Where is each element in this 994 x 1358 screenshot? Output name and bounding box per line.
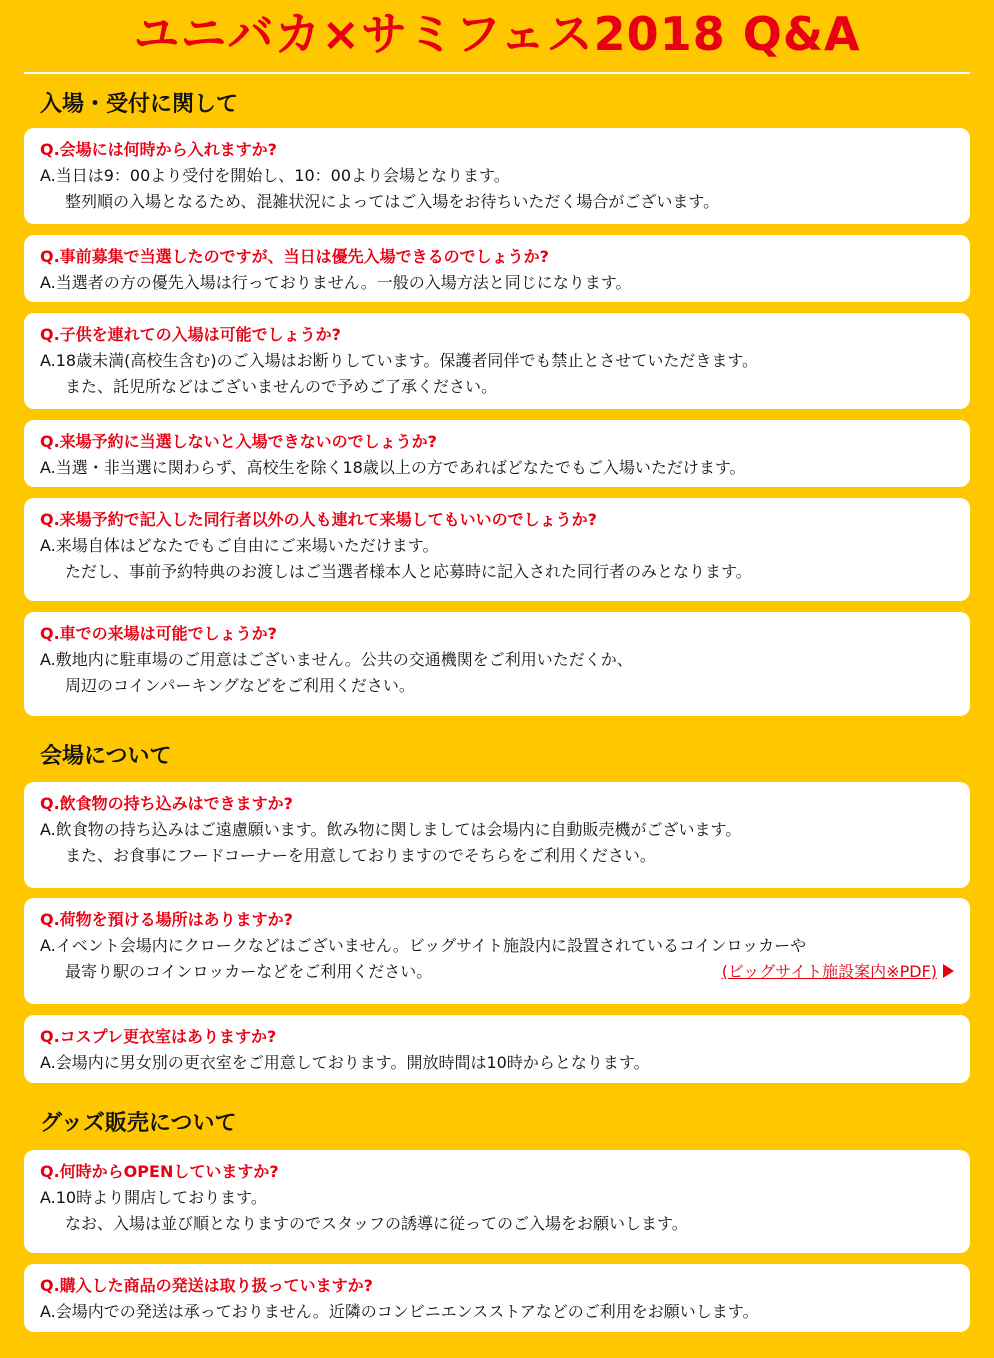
- faq-question: Q.会場には何時から入れますか?: [40, 140, 277, 159]
- section-heading-venue: 会場について: [40, 744, 172, 769]
- faq-answer-row: [40, 959, 954, 985]
- faq-card: [24, 313, 970, 409]
- faq-question: Q.来場予約に当選しないと入場できないのでしょうか?: [40, 432, 437, 451]
- bigsight-pdf-link[interactable]: [722, 959, 954, 982]
- faq-answer: A.18歳未満(高校生含む)のご入場はお断りしています。保護者同伴でも禁止とさせていただきます。: [40, 351, 759, 370]
- triangle-right-icon: [943, 964, 954, 978]
- pdf-link-label: (ビッグサイト施設案内※PDF): [721, 962, 937, 981]
- faq-card: [24, 612, 970, 716]
- faq-answer-continued: また、お食事にフードコーナーを用意しておりますのでそちらをご利用ください。: [65, 846, 656, 865]
- faq-question: Q.購入した商品の発送は取り扱っていますか?: [40, 1276, 373, 1295]
- faq-answer-continued: 最寄り駅のコインロッカーなどをご利用ください。: [65, 962, 433, 981]
- faq-answer: A.会場内に男女別の更衣室をご用意しております。開放時間は10時からとなります。: [40, 1053, 650, 1072]
- faq-question: Q.車での来場は可能でしょうか?: [40, 624, 277, 643]
- faq-card: [24, 235, 970, 302]
- faq-question: Q.子供を連れての入場は可能でしょうか?: [40, 325, 341, 344]
- faq-answer: A.来場自体はどなたでもご自由にご来場いただけます。: [40, 536, 439, 555]
- title-divider: [24, 72, 970, 74]
- faq-question: Q.事前募集で当選したのですが、当日は優先入場できるのでしょうか?: [40, 247, 549, 266]
- faq-answer: A.イベント会場内にクロークなどはございません。ビッグサイト施設内に設置されているコインロッカーや: [40, 936, 807, 955]
- faq-answer-continued: また、託児所などはございませんので予めご了承ください。: [65, 377, 498, 396]
- faq-question: Q.荷物を預ける場所はありますか?: [40, 910, 293, 929]
- faq-answer-continued: なお、入場は並び順となりますのでスタッフの誘導に従ってのご入場をお願いします。: [65, 1214, 688, 1233]
- section-heading-entry: 入場・受付に関して: [40, 92, 239, 117]
- faq-answer: A.当選・非当選に関わらず、高校生を除く18歳以上の方であればどなたでもご入場いただけます。: [40, 458, 746, 477]
- faq-answer-continued: 周辺のコインパーキングなどをご利用ください。: [65, 676, 415, 695]
- faq-card: [24, 1150, 970, 1253]
- faq-card: [24, 898, 970, 1004]
- faq-card: [24, 498, 970, 601]
- faq-question: Q.飲食物の持ち込みはできますか?: [40, 794, 293, 813]
- faq-question: Q.来場予約で記入した同行者以外の人も連れて来場してもいいのでしょうか?: [40, 510, 597, 529]
- faq-card: [24, 128, 970, 224]
- faq-question: Q.何時からOPENしていますか?: [40, 1162, 279, 1181]
- faq-question: Q.コスプレ更衣室はありますか?: [40, 1027, 277, 1046]
- faq-answer: A.10時より開店しております。: [40, 1188, 267, 1207]
- faq-answer: A.敷地内に駐車場のご用意はございません。公共の交通機関をご利用いただくか、: [40, 650, 633, 669]
- faq-answer: A.飲食物の持ち込みはご遠慮願います。飲み物に関しましては会場内に自動販売機がございます。: [40, 820, 742, 839]
- faq-answer-continued: ただし、事前予約特典のお渡しはご当選者様本人と応募時に記入された同行者のみとなります。: [65, 562, 752, 581]
- faq-card: [24, 1015, 970, 1083]
- faq-card: [24, 420, 970, 487]
- faq-answer: A.当日は9：00より受付を開始し、10：00より会場となります。: [40, 166, 510, 185]
- faq-answer: A.当選者の方の優先入場は行っておりません。一般の入場方法と同じになります。: [40, 273, 632, 292]
- faq-card: [24, 1264, 970, 1332]
- section-heading-goods: グッズ販売について: [40, 1111, 237, 1136]
- faq-answer: A.会場内での発送は承っておりません。近隣のコンビニエンスストアなどのご利用をお願いします。: [40, 1302, 759, 1321]
- faq-card: [24, 782, 970, 888]
- page-title: ユニバカ×サミフェス2018 Q&A: [133, 7, 861, 61]
- faq-answer-continued: 整列順の入場となるため、混雑状況によってはご入場をお待ちいただく場合がございます。: [65, 192, 720, 211]
